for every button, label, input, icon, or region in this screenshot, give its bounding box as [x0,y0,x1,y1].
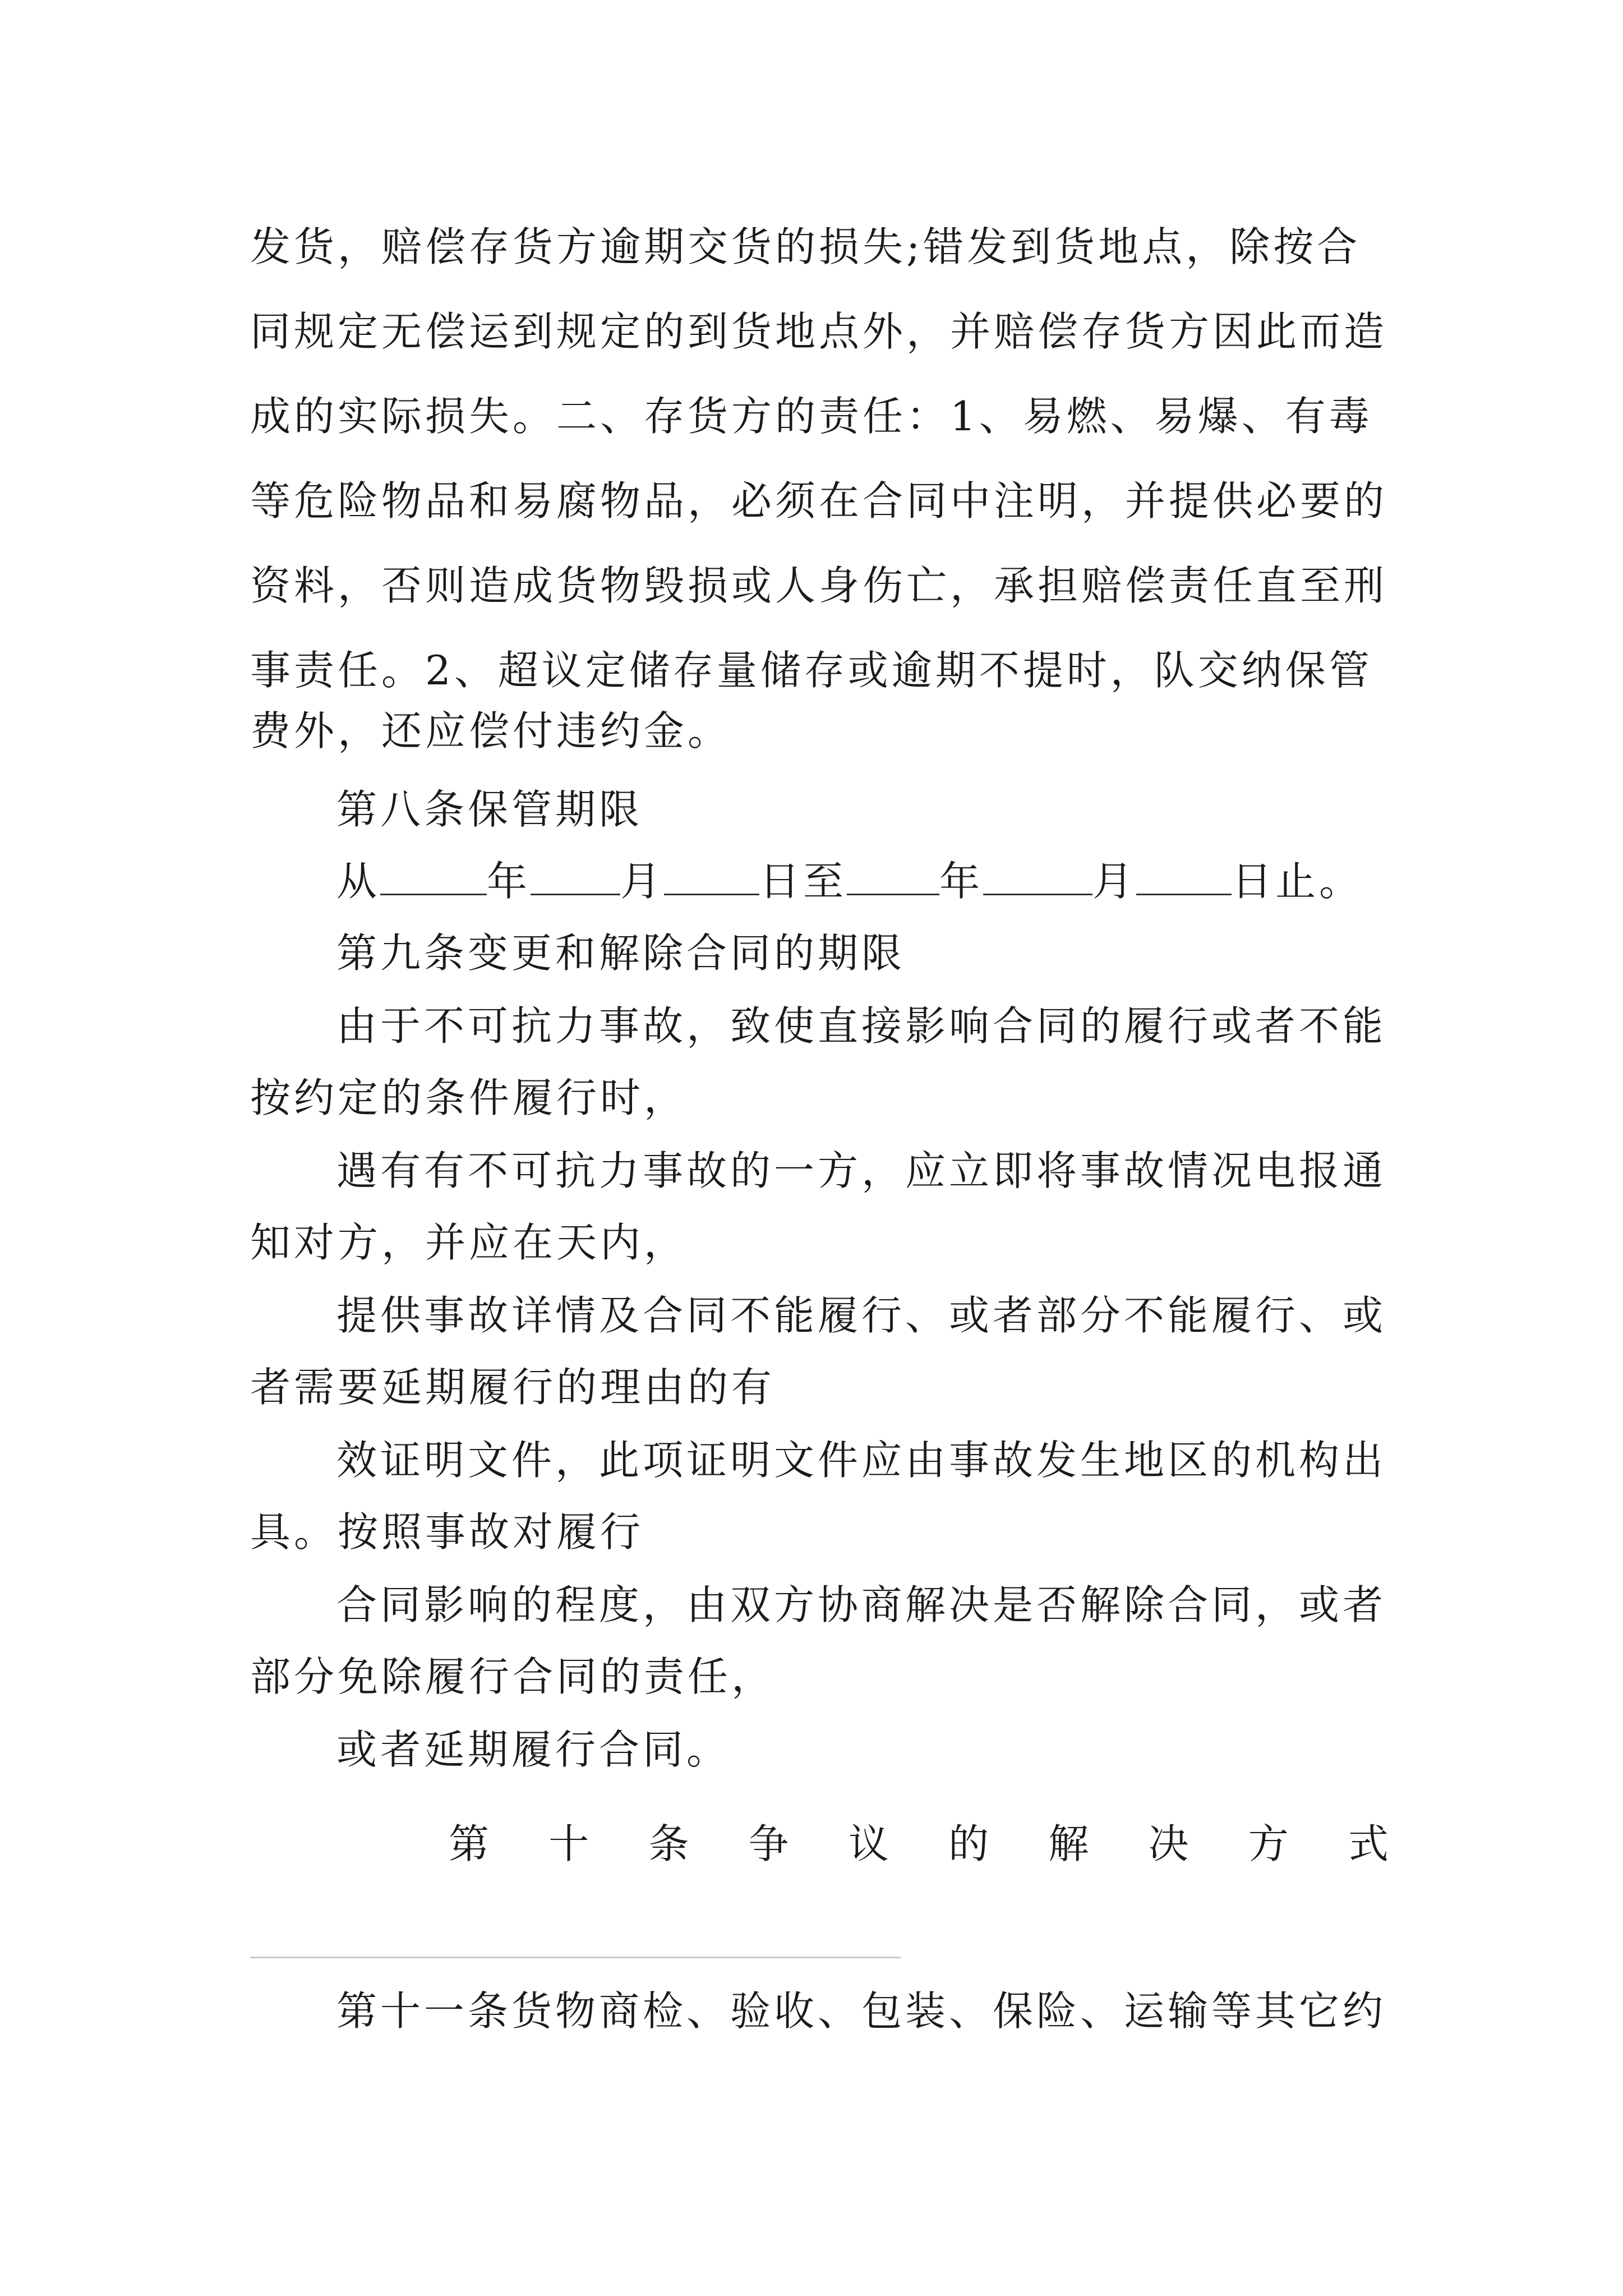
title-char: 议 [848,1820,889,1867]
footnote-divider [250,1957,901,1958]
period-month: 月 [1092,858,1137,905]
period-year: 年 [487,858,531,905]
body-line: 或者延期履行合同。 [336,1726,731,1773]
body-line: 部分免除履行合同的责任， [250,1653,776,1700]
blank-field [1136,858,1232,895]
body-line: 发货，赔偿存货方逾期交货的损失;错发到货地点，除按合 [250,223,1361,270]
body-line: 具。按照事故对履行 [250,1508,644,1556]
blank-field [531,858,620,895]
body-line: 事责任。2、超议定储存量储存或逾期不提时，队交纳保管 [250,647,1373,694]
period-from: 从 [336,858,381,905]
body-line: 合同影响的程度，由双方协商解决是否解除合同，或者 [336,1581,1387,1628]
body-line: 提供事故详情及合同不能履行、或者部分不能履行、或 [336,1292,1387,1339]
body-line: 知对方，并应在天内， [250,1219,688,1266]
article-9-title: 第九条变更和解除合同的期限 [336,930,906,977]
period-day-end: 日止。 [1232,858,1363,905]
body-line: 费外，还应偿付违约金。 [250,707,732,754]
title-char: 十 [548,1820,589,1867]
title-char: 争 [748,1820,789,1867]
title-char: 方 [1248,1820,1289,1867]
period-day-to: 日至 [759,858,847,905]
article-8-period [336,856,1389,907]
article-11-title: 第十一条货物商检、验收、包装、保险、运输等其它约 [336,1987,1387,2035]
title-char: 式 [1348,1820,1389,1867]
period-month: 月 [620,858,665,905]
article-8-title: 第八条保管期限 [336,786,643,833]
title-char: 决 [1148,1820,1189,1867]
body-line: 遇有有不可抗力事故的一方，应立即将事故情况电报通 [336,1147,1387,1194]
blank-field [983,858,1092,895]
body-line: 资料，否则造成货物毁损或人身伤亡，承担赔偿责任直至刑 [250,562,1388,609]
body-line: 效证明文件，此项证明文件应由事故发生地区的机构出 [336,1437,1387,1484]
blank-field [664,858,759,895]
period-year: 年 [939,858,984,905]
body-line: 按约定的条件履行时， [250,1074,688,1121]
body-line: 等危险物品和易腐物品，必须在合同中注明，并提供必要的 [250,477,1388,524]
blank-field [847,858,939,895]
article-10-title [449,1819,1389,1869]
title-char: 解 [1048,1820,1089,1867]
body-line: 由于不可抗力事故，致使直接影响合同的履行或者不能 [336,1002,1387,1050]
body-line: 成的实际损失。二、存货方的责任：1、易燃、易爆、有毒 [250,393,1373,440]
body-line: 同规定无偿运到规定的到货地点外，并赔偿存货方因此而造 [250,308,1388,355]
title-char: 条 [648,1820,689,1867]
body-line: 者需要延期履行的理由的有 [250,1364,776,1411]
blank-field [380,858,487,895]
title-char: 第 [449,1820,490,1867]
title-char: 的 [948,1820,989,1867]
